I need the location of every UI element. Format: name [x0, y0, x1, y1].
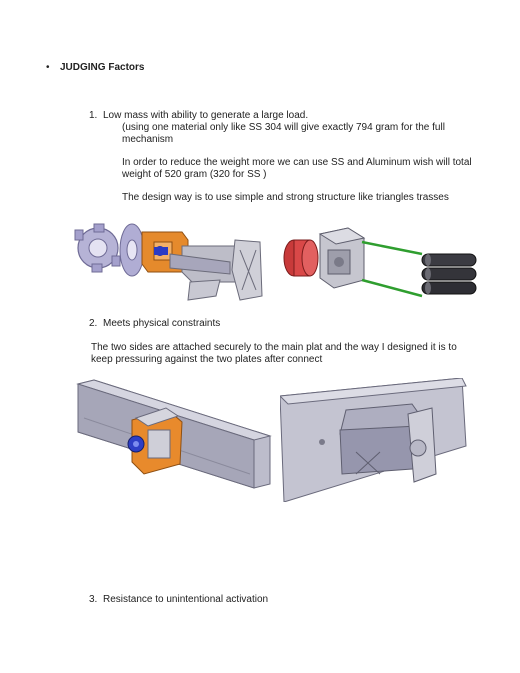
item-1-number: 1. — [89, 110, 98, 121]
gray-body — [170, 240, 262, 300]
item-3-title: Resistance to unintentional activation — [103, 594, 269, 605]
mechanism-exploded-render — [70, 210, 265, 305]
item-2-title: Meets physical constraints — [103, 318, 221, 329]
item-3-number: 3. — [89, 594, 98, 605]
plate-assembly-render — [74, 378, 274, 498]
closeup-bracket — [340, 404, 436, 482]
item-1-paragraph-2: In order to reduce the weight more we can use SS and Aluminum wish will total weight of 520 gram (320 for SS ) — [122, 157, 472, 180]
disc-part — [120, 224, 144, 276]
orange-mount — [128, 408, 182, 474]
item-1-paragraph-3: The design way is to use simple and strong structure like triangles trasses — [122, 192, 449, 203]
black-cylinders — [422, 254, 476, 294]
item-1-title: Low mass with ability to generate a large load. — [103, 110, 309, 121]
item-2-number: 2. — [89, 318, 98, 329]
plate-closeup-render — [280, 378, 468, 502]
item-2-paragraph-1: The two sides are attached securely to the main plat and the way I designed it is to keep pressuring against the two plates after connect — [91, 342, 457, 365]
gray-cube — [320, 228, 364, 288]
bullet-marker: • — [46, 62, 50, 73]
knob-part — [75, 224, 120, 272]
section-heading: JUDGING Factors — [60, 62, 145, 73]
red-roller — [284, 240, 318, 276]
item-1-paragraph-1: (using one material only like SS 304 will give exactly 794 gram for the full mechanism — [122, 122, 445, 145]
bolt-cylinder-render — [282, 218, 482, 303]
green-rods — [362, 242, 422, 296]
